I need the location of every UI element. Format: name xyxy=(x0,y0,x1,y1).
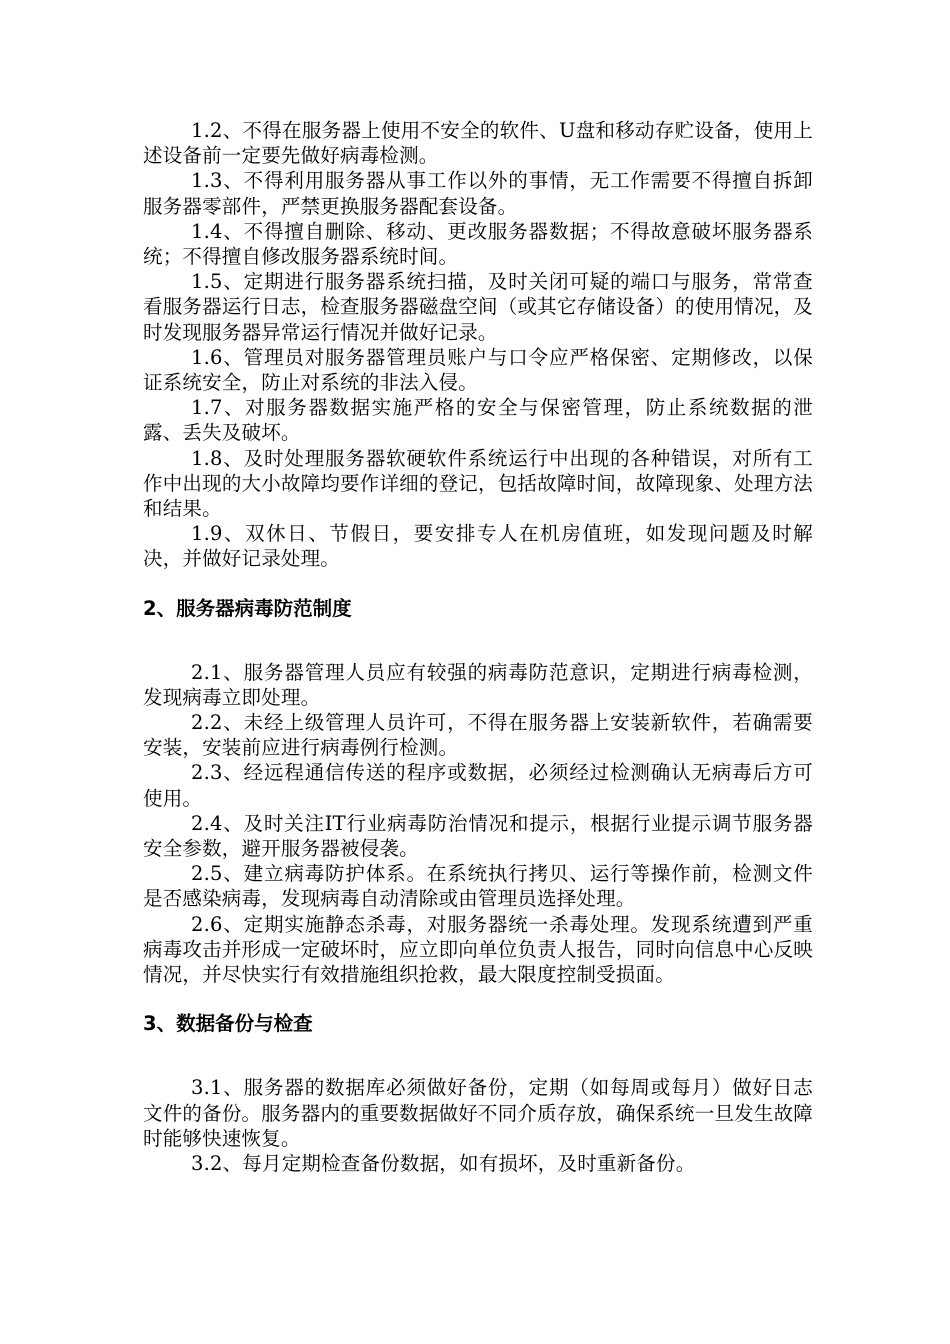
paragraph-3-1: 3.1、服务器的数据库必须做好备份，定期（如每周或每月）做好日志文件的备份。服务器内的重要数据做好不同介质存放，确保系统一旦发生故障时能够快速恢复。 xyxy=(143,1076,813,1150)
spacer xyxy=(143,622,813,660)
spacer xyxy=(143,987,813,1011)
spacer xyxy=(143,1037,813,1075)
paragraph-2-3: 2.3、经远程通信传送的程序或数据，必须经过检测确认无病毒后方可使用。 xyxy=(143,761,813,810)
paragraph-1-5: 1.5、定期进行服务器系统扫描，及时关闭可疑的端口与服务，常常查看服务器运行日志，检查服务器磁盘空间（或其它存储设备）的使用情况，及时发现服务器异常运行情况并做好记录。 xyxy=(143,270,813,344)
paragraph-1-3: 1.3、不得利用服务器从事工作以外的事情，无工作需要不得擅自拆卸服务器零部件，严禁更换服务器配套设备。 xyxy=(143,169,813,218)
paragraph-2-5: 2.5、建立病毒防护体系。在系统执行拷贝、运行等操作前，检测文件是否感染病毒，发现病毒自动清除或由管理员选择处理。 xyxy=(143,862,813,911)
paragraph-1-2: 1.2、不得在服务器上使用不安全的软件、U盘和移动存贮设备，使用上述设备前一定要先做好病毒检测。 xyxy=(143,119,813,168)
paragraph-2-6: 2.6、定期实施静态杀毒，对服务器统一杀毒处理。发现系统遭到严重病毒攻击并形成一定破坏时，应立即向单位负责人报告，同时向信息中心反映情况，并尽快实行有效措施组织抢救，最大限度控制受损面。 xyxy=(143,912,813,987)
document-page xyxy=(143,118,813,1176)
paragraph-1-4: 1.4、不得擅自删除、移动、更改服务器数据；不得故意破坏服务器系统；不得擅自修改服务器系统时间。 xyxy=(143,219,813,269)
paragraph-2-2: 2.2、未经上级管理人员许可，不得在服务器上安装新软件，若确需要安装，安装前应进行病毒例行检测。 xyxy=(143,711,813,760)
paragraph-1-9: 1.9、双休日、节假日，要安排专人在机房值班，如发现问题及时解决，并做好记录处理。 xyxy=(143,522,813,571)
section-heading-data-backup: 3、数据备份与检查 xyxy=(143,1012,313,1036)
spacer xyxy=(143,572,813,596)
paragraph-1-8: 1.8、及时处理服务器软硬软件系统运行中出现的各种错误，对所有工作中出现的大小故障均要作详细的登记，包括故障时间，故障现象、处理方法和结果。 xyxy=(143,446,813,521)
paragraph-3-2: 3.2、每月定期检查备份数据，如有损坏，及时重新备份。 xyxy=(191,1151,696,1175)
paragraph-1-6: 1.6、管理员对服务器管理员账户与口令应严格保密、定期修改，以保证系统安全，防止对系统的非法入侵。 xyxy=(143,345,813,395)
section-heading-virus-prevention: 2、服务器病毒防范制度 xyxy=(143,596,352,620)
paragraph-2-4: 2.4、及时关注IT行业病毒防治情况和提示，根据行业提示调节服务器安全参数，避开服务器被侵袭。 xyxy=(143,811,813,861)
paragraph-2-1: 2.1、服务器管理人员应有较强的病毒防范意识，定期进行病毒检测，发现病毒立即处理。 xyxy=(143,660,813,709)
paragraph-1-7: 1.7、对服务器数据实施严格的安全与保密管理，防止系统数据的泄露、丢失及破坏。 xyxy=(143,396,813,445)
